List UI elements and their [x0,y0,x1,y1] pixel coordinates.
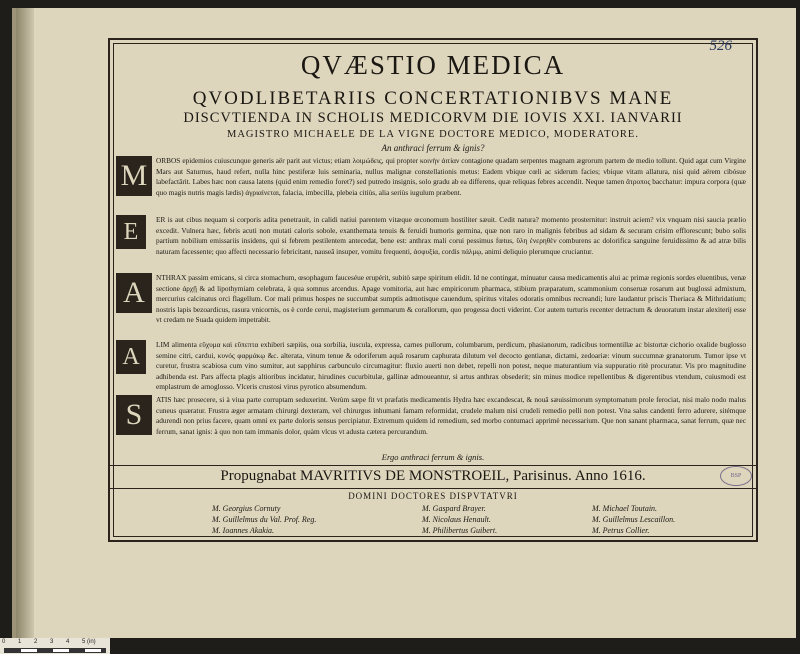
paragraph-text: ATIS hæc prosecere, si à viua parte corruptam seduxerint. Verùm sæpe fit vt præfatis medicamentis Hydra hæc excandescat, & nouâ sæuissimorum symptomatum prole ferociat, nisi malo nodo malus cuneus quæratur. Frustra æger armatam chirurgi dexteram, vel chirurgus inhumani famam reformidat, crudele malum nisi crudeli remedio pelli non potest. Vna salus candenti ferro adurere, sitémque adurendi non prius facere, quam omni ex parte doloris sensus percipiatur. Extremum quidem id remedium, sed morbo contumaci apprimè necessarium. Que non sanant pharmaca, sanat ferrum, quæ nec ferrum, sanat ignis: à quo non tam immanis dolor, quàm vlcus vt adusta cætera percurandum. [156,395,746,436]
scale-ruler [0,638,110,654]
scale-label: 1 [18,639,22,645]
title-line-3: DISCVTIENDA IN SCHOLIS MEDICORVM DIE IOVIS XXI. IANVARII [183,110,683,126]
paragraph-text: ER is aut cibus nequam si corporis adita penetrauit, in calidi natiui parentem vitæque œconomum hostiliter sæuit. Cedit natura? momento prosternitur: instruit aciem? vix vnquam nisi saucia prælio excedit. Vulnera hæc, febris acuti non mutati caloris sobole, exanthemata tenuis & feruidi humoris germina, quæ non raro in malignis febribus ad sidam & securam crisim efflorescunt; bubo solis partium nobilium emissariis insidens, qui si febrem pestilentem antecedat, bene est: anthrax mali corui pessimus fœtus, ὕλη ἐνερηθὲν comburens ac dolorifica sanguine feruidissimo & ad atræ bilis naturam facessente; quo affecti necessario febricitant, nauseâ insuper, vomitu frequenti, ἀσφυξία, cordis πάλμῳ, animi deliquio plerumque cruciantur. [156,215,746,256]
drop-cap: A [116,273,152,313]
doctor-name: M. Georgius Cornuty [212,504,281,513]
paragraph-2 [116,215,746,257]
doctor-name: M. Gaspard Brayer. [422,504,486,513]
title-main: QVÆSTIO MEDICA [300,50,566,80]
scale-label: 4 [66,639,70,645]
paragraph-3 [116,273,746,326]
page-gutter [16,8,34,638]
defender-line: Propugnabat MAVRITIVS DE MONSTROEIL, Parisinus. Anno 1616. [220,468,646,484]
paragraph-text: NTHRAX passim emicans, si circa stomachum, œsophagum fauceséue erupérit, subitò sæpe spiritum elidit. Id ne contingat, minuatur causa medicamentis alui ac primæ regionis sordes eluentibus, venæ sectione ἀρχῇ & ad lipothymiam celebrata, à qua somnus arcendus. Apage vomitoria, aut hæc empiricorum pharmaca, stibium præparatum, scammonium conseruæ rosarum aut buglossi admixtum, mercurius calcinatus orci flagellum. Cor mali primus hospes ne succumbat sumptis admotisque cauendum, spiritus vitales odoratis omnibus recreandi; lure laudantur priscis Theriaca & Mithridatium; nostris lapis bezoardicus, rasura vnicornis, os è corde cerui, magisterium gemmarum & corallorum, quo progessa docti viderint. Cor autem turturis recenter detractum & deuoratum instar alexiterij esse vt credam ne Suada quidem impetrabit. [156,273,746,325]
drop-cap: S [116,395,152,435]
divider [110,465,756,466]
drop-cap: E [116,215,146,249]
scale-label: 0 [2,639,6,645]
doctor-name: M. Michael Toutain. [592,504,658,513]
doctor-name: M. Nicolaus Henault. [422,515,491,524]
drop-cap: A [116,340,146,374]
doctor-name: M. Guillelmus Lescaillon. [592,515,676,524]
paragraph-1 [116,156,746,198]
conclusion: Ergo anthraci ferrum & ignis. [381,452,485,462]
scale-bar [4,648,106,653]
paragraph-text: LIM alimenta εὔχυμα καὶ εὔπεπτα exhiberi sæpiùs, oua sorbilia, iuscula, expressa, carnes pullorum, columbarum, perdicum, phasianorum, radicibus tormentillæ ac bistortæ cichorio oxalide buglosso semine citri, cardui, κυνός φαρμάκῳ &c. alterata, vinum tenue & odoriferum aquâ rosarum caphurata dilutum vel decocto gentianæ, dictami, zedoariæ: vinum succumnæ granatorum. Tumor ipse vt curetur, frustra scabiosa cum vino sumitur, aut sapphirus carbunculo circumagitur: fluxio auerti non debet, repelli non potest, neque maturantium via suppuratio ritè procuratur. Vis pro magnitudine adhibenda est. Pars affecta plagis altioribus incidatur, hirudines cucurbitulæ, gallinæ admoueantur, si artus anthrax obsederit; sin minus modice repellentibus & digerentibus vtendum, cuiusmodi est emplastrum de arnoglosso. Vlceris crustosi virus pyrotico absumendum. [156,340,746,392]
book-page [12,8,796,638]
doctor-name: M. Petrus Collier. [592,526,650,535]
divider [110,488,756,489]
folio-number: 526 [709,38,732,54]
scale-label: 3 [50,639,54,645]
drop-cap: M [116,156,152,196]
doctors-heading: DOMINI DOCTORES DISPVTATVRI [348,491,518,501]
paragraph-5 [116,395,746,437]
scale-label: 2 [34,639,38,645]
paragraph-4 [116,340,746,393]
doctors-column-2 [422,503,497,536]
doctors-column-3 [592,503,675,536]
moderator-line: MAGISTRO MICHAELE DE LA VIGNE DOCTORE MEDICO, MODERATORE. [227,129,639,140]
paragraph-text: ORBOS epidemios cuiuscunque generis aër parit aut victus; etiam λοιμώδεις, qui propter κοινὴν ἀιτίαν contagione quadam serpentes magnam ægrorum partem de medio tollunt. Quid agat cum Virgine Mars aut Saturnus, haud refert, nulla hinc pestiferæ luis seminaria, nullus malignæ constellationis metus: Eadem vbique cœli ac siderum facies; vbique vitam allatura, nisi quid aërem cibósue labefactârit. Labes hæc non causa latens (quid enim remedio foret?) sed putredo insignis, solo gradu ab ea differens, quæ reliquas febres accendit. Neque tamen ἄτροπος bacchatur: impura corpora (quæ quo magis nutris magis lædis) ἀγριαίνεται, falacia, imbecilla, plebeia citiùs, alia seriùs iugulum præbent. [156,156,746,197]
scale-label: 5 (in) [82,639,96,645]
title-line-2: QVODLIBETARIIS CONCERTATIONIBVS MANE [192,88,674,109]
doctors-column-1 [212,503,316,536]
document-frame [108,38,758,542]
motto: An anthraci ferrum & ignis? [381,143,485,153]
doctor-name: M. Philibertus Guibert. [422,526,498,535]
library-stamp: BSP [720,466,752,486]
doctor-name: M. Guillelmus du Val. Prof. Reg. [212,515,317,524]
doctor-name: M. Ioannes Akakia. [212,526,275,535]
